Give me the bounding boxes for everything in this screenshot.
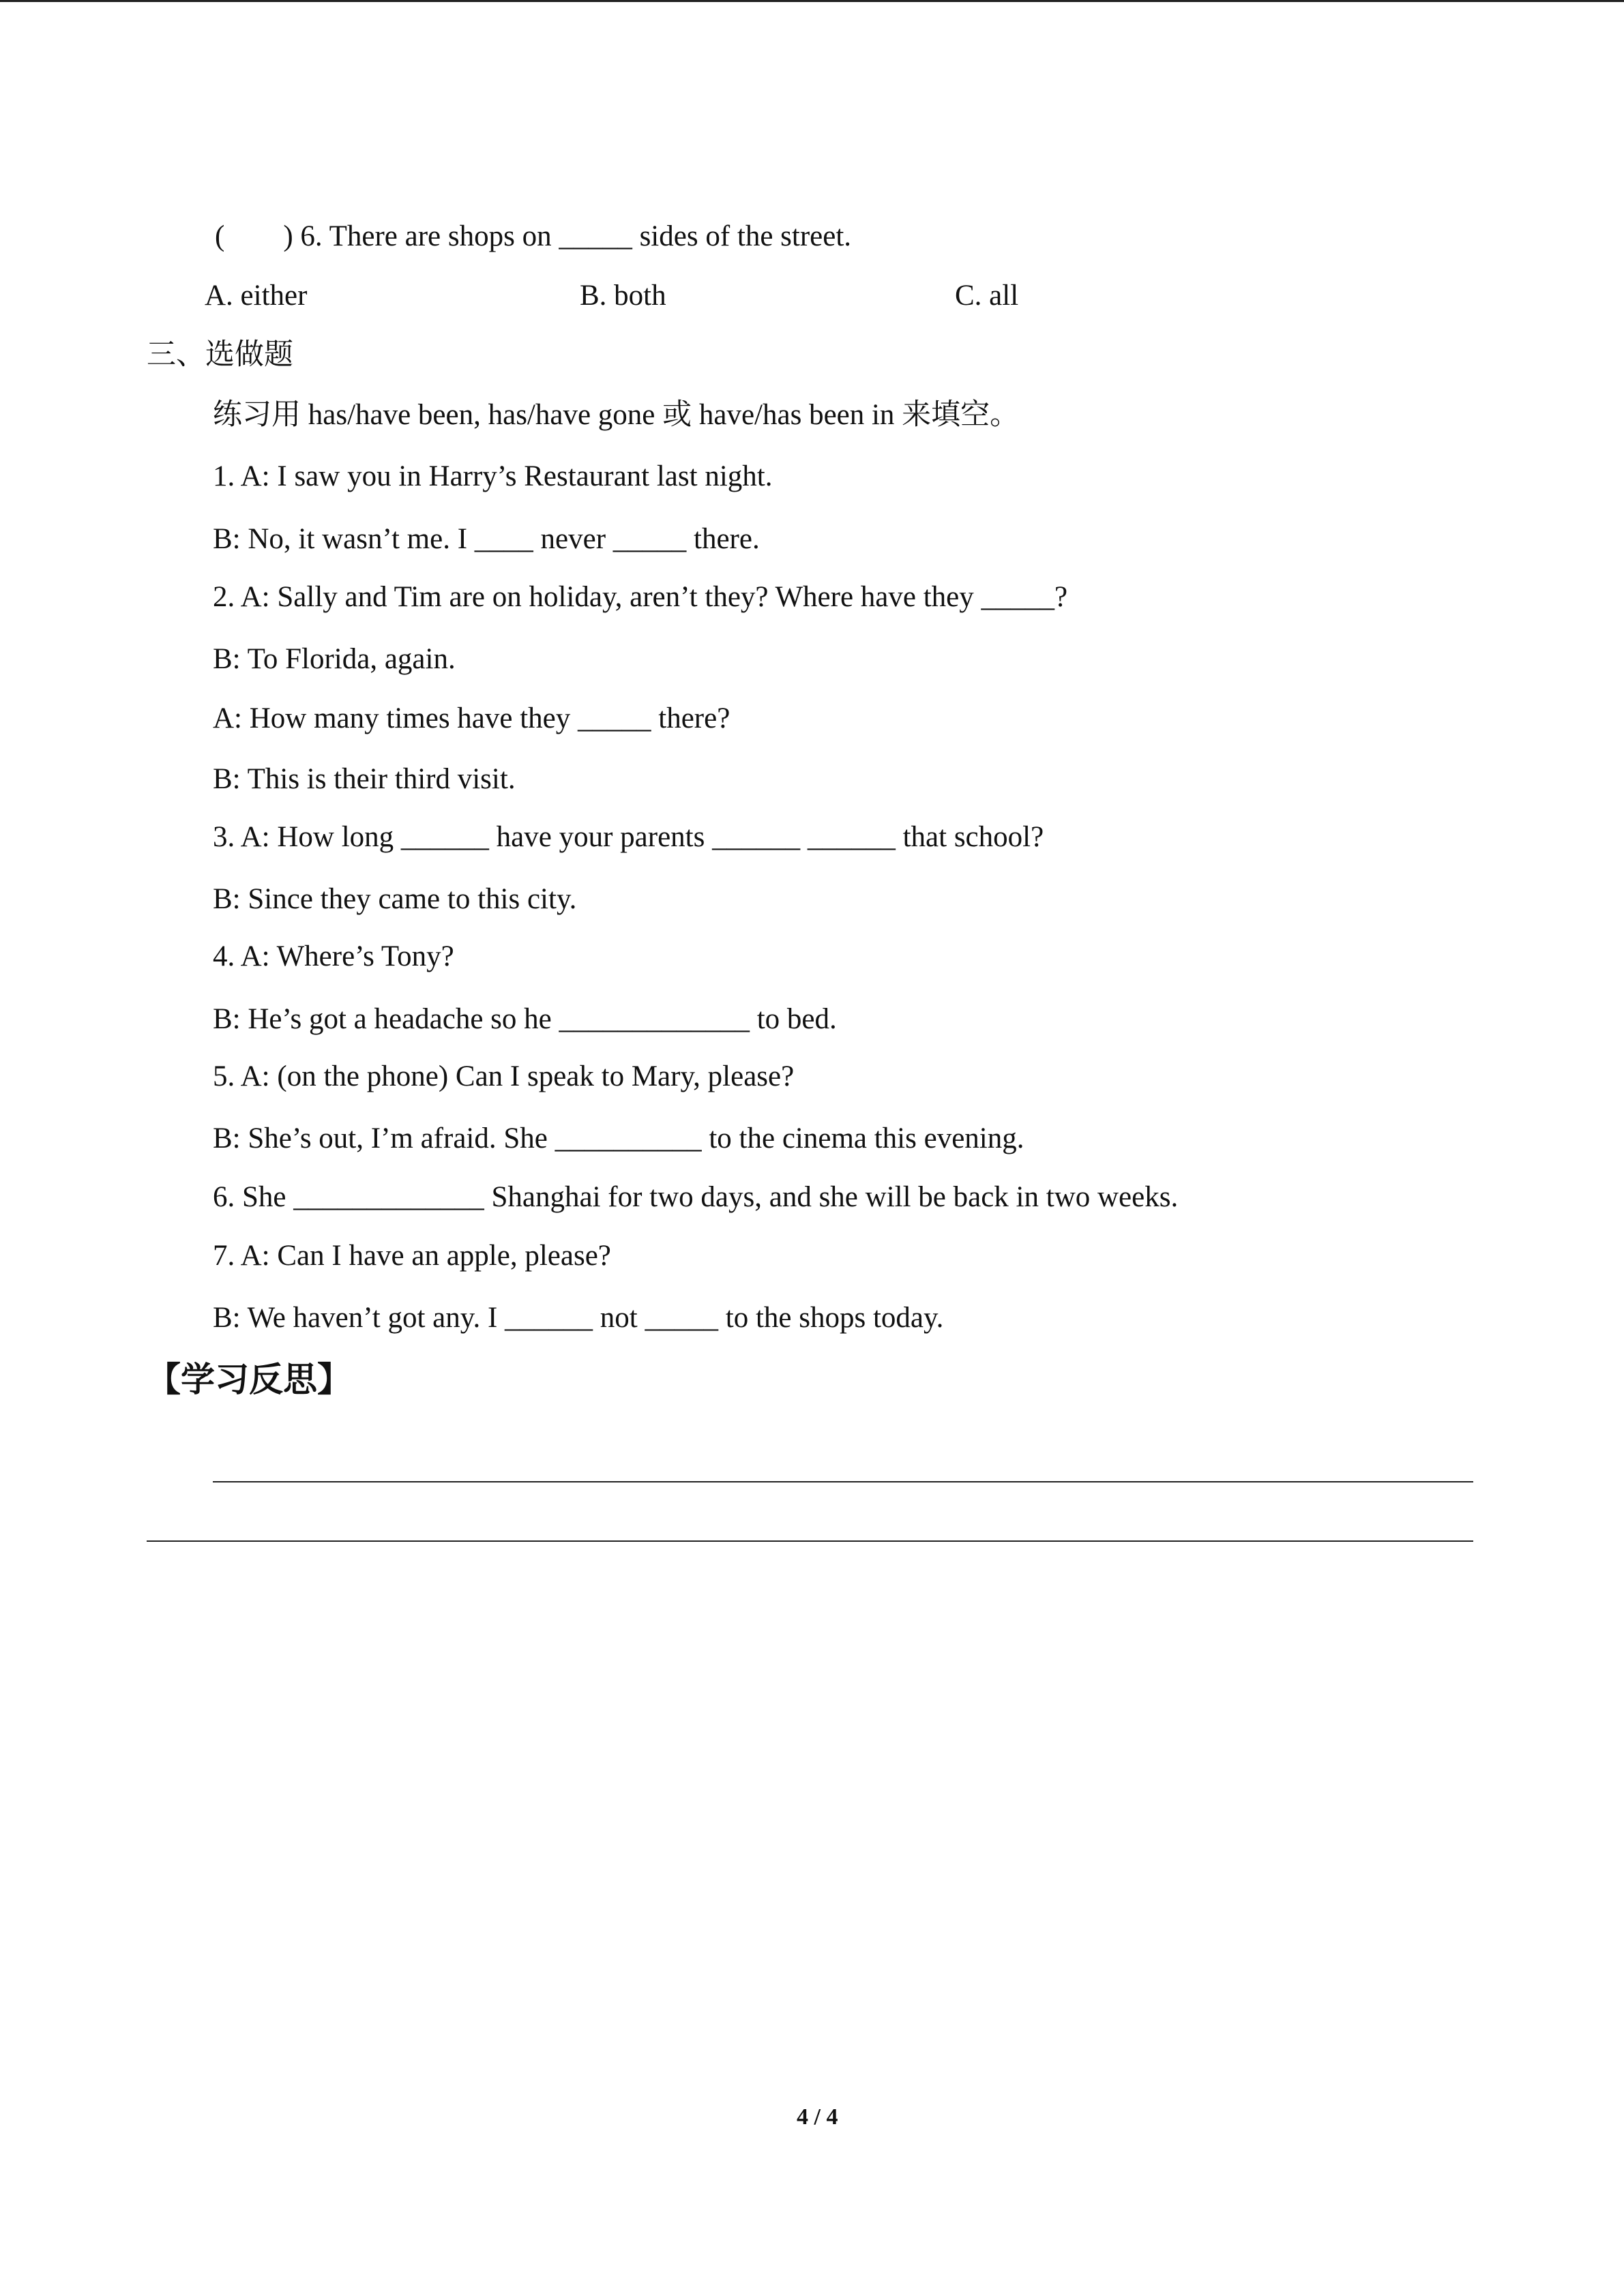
exercise-line: B: No, it wasn’t me. I ____ never _____ there. <box>213 523 760 555</box>
option-a: A. either <box>205 280 308 312</box>
question-6-stem: ( ) 6. There are shops on _____ sides of the street. <box>215 220 852 252</box>
exercise-line: B: He’s got a headache so he _____________ to bed. <box>213 1003 837 1035</box>
exercise-line: 4. A: Where’s Tony? <box>213 940 454 972</box>
exercise-line: 3. A: How long ______ have your parents ______ ______ that school? <box>213 821 1044 853</box>
section-3-instruction: 练习用 has/have been, has/have gone 或 have/has been in 来填空。 <box>213 399 1020 431</box>
exercise-line: B: She’s out, I’m afraid. She __________ to the cinema this evening. <box>213 1122 1024 1154</box>
reflection-answer-line <box>147 1540 1473 1542</box>
section-3-title: 三、选做题 <box>147 339 293 371</box>
exercise-line: 2. A: Sally and Tim are on holiday, aren’t they? Where have they _____? <box>213 581 1068 613</box>
reflection-answer-line <box>213 1481 1473 1482</box>
page-number: 4 / 4 <box>797 2104 838 2130</box>
exercise-line: B: To Florida, again. <box>213 643 456 675</box>
exercise-line: 1. A: I saw you in Harry’s Restaurant last night. <box>213 460 773 492</box>
exercise-line: B: Since they came to this city. <box>213 883 577 915</box>
reflection-heading: 【学习反思】 <box>147 1360 351 1399</box>
option-b: B. both <box>580 280 666 312</box>
exercise-line: A: How many times have they _____ there? <box>213 702 730 734</box>
exercise-line: 6. She _____________ Shanghai for two days, and she will be back in two weeks. <box>213 1181 1179 1213</box>
exercise-line: 5. A: (on the phone) Can I speak to Mary, please? <box>213 1060 795 1092</box>
exercise-line: B: We haven’t got any. I ______ not _____ to the shops today. <box>213 1302 944 1334</box>
page-top-border <box>0 0 1624 2</box>
option-c: C. all <box>955 280 1019 312</box>
exercise-line: 7. A: Can I have an apple, please? <box>213 1240 611 1272</box>
exercise-line: B: This is their third visit. <box>213 763 516 795</box>
